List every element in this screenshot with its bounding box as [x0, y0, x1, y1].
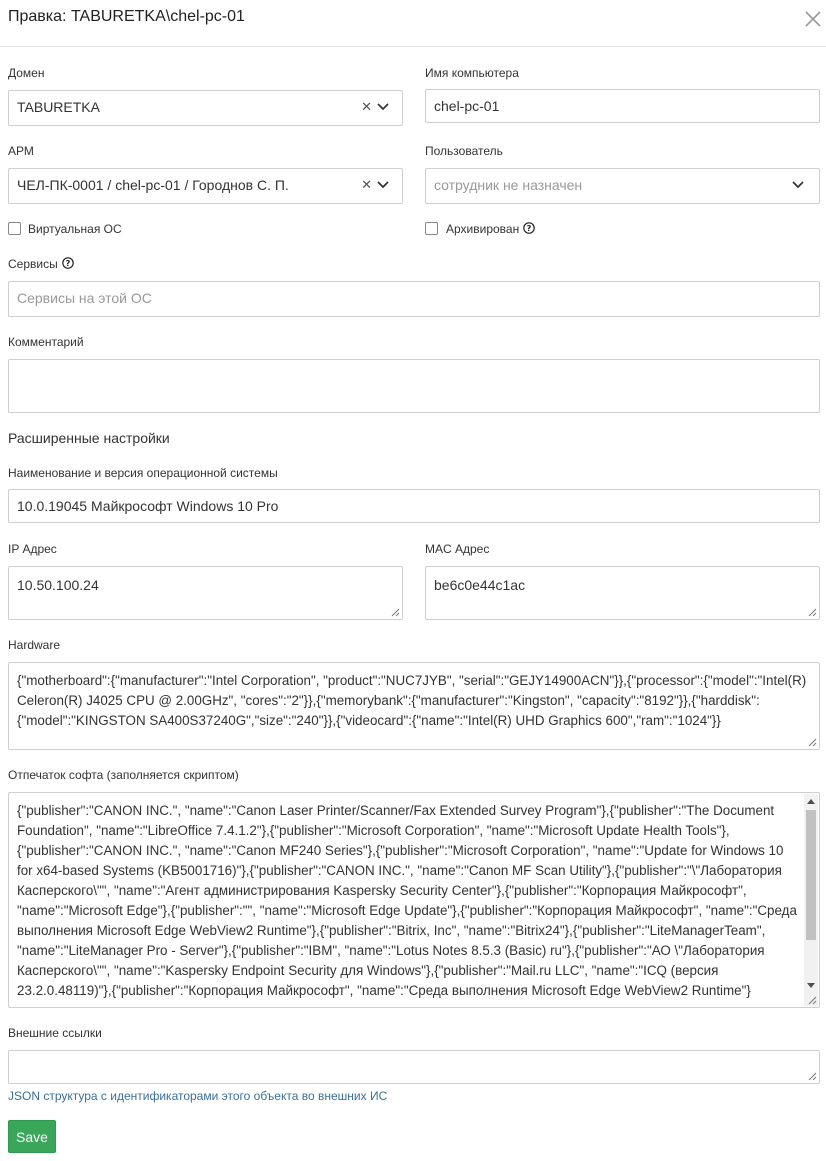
hardware-value: {"motherboard":{"manufacturer":"Intel Corporation", "product":"NUC7JYB", "serial":"GEJY14900ACN"}},{"processor":{"model":"Intel(R) Celeron(R) J4025 CPU @ 2.00GHz", "cores":"2"}},{"memorybank":{"manufacturer":"Kingston", "capacity":"8192"}},{"harddisk":{"model":"KINGSTON SA400S37240G","size":"240"}},{"videocard":{"name":"Intel(R) UHD Graphics 600","ram":"1024"}} [17, 673, 810, 728]
services-placeholder: Сервисы на этой ОС [17, 290, 152, 306]
arm-select[interactable] [8, 168, 403, 204]
chevron-down-icon[interactable] [376, 177, 390, 193]
scrollbar[interactable] [804, 794, 818, 1006]
user-label: Пользователь [425, 144, 503, 158]
mac-value: be6c0e44c1ac [434, 577, 526, 593]
virtual-os-label: Виртуальная ОС [28, 222, 122, 236]
mac-label: MAC Адрес [425, 542, 490, 556]
external-links-hint: JSON структура с идентификаторами этого объекта во внешних ИС [8, 1089, 388, 1103]
archived-label: Архивирован [446, 222, 520, 236]
computer-name-label: Имя компьютера [425, 66, 519, 80]
user-placeholder: сотрудник не назначен [434, 177, 583, 193]
software-value: {"publisher":"CANON INC.", "name":"Canon Laser Printer/Scanner/Fax Extended Survey Program"},{"publisher":"The Document Foundation", "name":"LibreOffice 7.4.1.2"},{"publisher":"Microsoft Corporation", "name":"Microsoft Update Health Tools"},{"publisher":"CANON INC.", "name":"Canon MF240 Series"},{"publisher":"Microsoft Corporation", "name":"Update for Windows 10 for x64-based Systems (KB5001716)"},{"publisher":"CANON INC.", "name":"Canon MF Scan Utility"},{"publisher":"\"Лаборатория Касперского\"", "name":"Агент администрирования Kaspersky Security Center"},{"publisher":"Корпорация Майкрософт", "name":"Microsoft Edge"},{"publisher":"", "name":"Microsoft Edge Update"},{"publisher":"Корпорация Майкрософт", "name":"Среда выполнения Microsoft Edge WebView2 Runtime"},{"publisher":"Bitrix, Inc", "name":"Bitrix24"},{"publisher":"LiteManagerTeam", "name":"LiteManager Pro - Server"},{"publisher":"IBM", "name":"Lotus Notes 8.5.3 (Basic) ru"},{"publisher":"АО \"Лаборатория Касперского\"", "name":"Kaspersky Endpoint Security для Windows"},{"publisher":"Mail.ru LLC", "name":"ICQ (версия 23.2.0.48119)"},{"publisher":"Корпорация Майкрософт", "name":"Среда выполнения Microsoft Edge WebView2 Runtime"} [17, 803, 801, 998]
os-name-value: 10.0.19045 Майкрософт Windows 10 Pro [17, 498, 279, 514]
resize-grip-icon[interactable] [391, 608, 400, 617]
hardware-label: Hardware [8, 638, 61, 652]
software-textarea[interactable] [8, 792, 820, 1008]
domain-value: TABURETKA [17, 99, 100, 115]
arm-label: АРМ [8, 144, 34, 158]
hardware-textarea[interactable] [8, 662, 820, 750]
archived-checkbox[interactable] [425, 222, 438, 235]
help-icon[interactable] [62, 257, 74, 269]
ip-textarea[interactable] [8, 566, 403, 620]
comment-label: Комментарий [8, 335, 84, 349]
comment-textarea[interactable] [8, 359, 820, 413]
computer-name-value: chel-pc-01 [434, 98, 500, 114]
archived-label-wrap [446, 222, 535, 236]
os-name-label: Наименование и версия операционной системы [8, 466, 278, 480]
resize-grip-icon[interactable] [808, 738, 817, 747]
save-button[interactable]: Save [8, 1120, 56, 1153]
svg-text:?: ? [65, 259, 71, 268]
ip-label: IP Адрес [8, 542, 57, 556]
clear-icon[interactable]: ✕ [361, 177, 372, 192]
close-icon[interactable] [802, 8, 824, 30]
modal-header [0, 0, 826, 47]
chevron-down-icon[interactable] [791, 177, 805, 193]
advanced-settings-title: Расширенные настройки [8, 430, 170, 446]
chevron-down-icon[interactable] [376, 99, 390, 115]
software-label: Отпечаток софта (заполняется скриптом) [8, 768, 239, 782]
domain-label: Домен [8, 66, 45, 80]
os-name-input[interactable] [8, 489, 820, 523]
services-label: Сервисы [8, 257, 58, 271]
help-icon[interactable] [523, 222, 535, 234]
modal-title: Правка: TABURETKA\chel-pc-01 [8, 8, 245, 25]
svg-text:?: ? [526, 224, 532, 233]
computer-name-input[interactable] [425, 89, 820, 123]
scrollbar-thumb[interactable] [806, 810, 816, 940]
user-select[interactable] [425, 168, 820, 204]
domain-select[interactable] [8, 90, 403, 126]
virtual-os-checkbox[interactable] [8, 222, 21, 235]
arm-value: ЧЕЛ-ПК-0001 / chel-pc-01 / Городнов С. П. [17, 177, 289, 193]
services-input[interactable] [8, 281, 820, 317]
resize-grip-icon[interactable] [808, 996, 817, 1005]
mac-textarea[interactable] [425, 566, 820, 620]
external-links-label: Внешние ссылки [8, 1026, 102, 1040]
resize-grip-icon[interactable] [808, 608, 817, 617]
scroll-down-icon[interactable] [807, 983, 815, 988]
scroll-up-icon[interactable] [807, 799, 815, 804]
clear-icon[interactable]: ✕ [361, 99, 372, 114]
ip-value: 10.50.100.24 [17, 577, 99, 593]
resize-grip-icon[interactable] [808, 1072, 817, 1081]
services-label-wrap [8, 257, 74, 271]
external-links-textarea[interactable] [8, 1050, 820, 1084]
